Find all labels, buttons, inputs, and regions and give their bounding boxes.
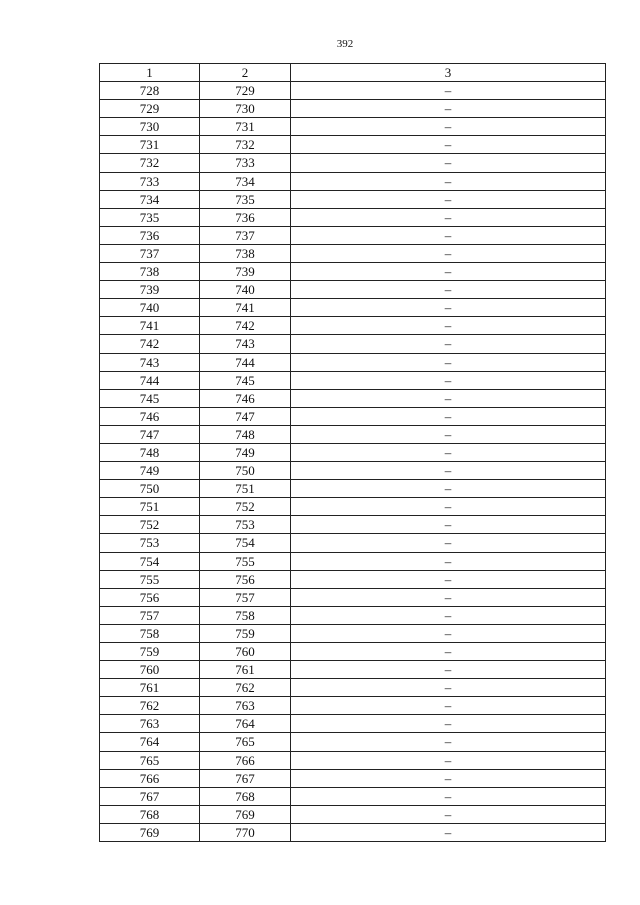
table-cell-col3: – [291, 136, 606, 154]
table-cell-col2: 770 [200, 823, 291, 841]
table-cell-col3: – [291, 787, 606, 805]
column-header-1: 1 [100, 64, 200, 82]
table-row [100, 100, 606, 118]
table-cell-col2: 741 [200, 299, 291, 317]
table-cell-col1: 763 [100, 715, 200, 733]
table-cell-col3: – [291, 624, 606, 642]
table-cell-col3: – [291, 823, 606, 841]
table-cell-col3: – [291, 480, 606, 498]
table-cell-col1: 767 [100, 787, 200, 805]
table-cell-col1: 755 [100, 570, 200, 588]
table-cell-col1: 735 [100, 208, 200, 226]
table-cell-col1: 736 [100, 226, 200, 244]
table-row [100, 606, 606, 624]
table-cell-col3: – [291, 244, 606, 262]
table-cell-col1: 743 [100, 353, 200, 371]
table-row [100, 643, 606, 661]
table-row [100, 299, 606, 317]
table-cell-col1: 732 [100, 154, 200, 172]
table-row [100, 154, 606, 172]
table-cell-col3: – [291, 317, 606, 335]
table-row [100, 697, 606, 715]
table-cell-col2: 743 [200, 335, 291, 353]
table-row [100, 570, 606, 588]
table-cell-col2: 742 [200, 317, 291, 335]
table-cell-col3: – [291, 769, 606, 787]
table-cell-col2: 769 [200, 805, 291, 823]
table-cell-col3: – [291, 118, 606, 136]
table-cell-col1: 769 [100, 823, 200, 841]
table-cell-col2: 745 [200, 371, 291, 389]
table-row [100, 353, 606, 371]
table-cell-col3: – [291, 389, 606, 407]
table-row [100, 208, 606, 226]
table-cell-col2: 740 [200, 281, 291, 299]
table-cell-col1: 762 [100, 697, 200, 715]
table-row [100, 407, 606, 425]
table-cell-col3: – [291, 588, 606, 606]
table-cell-col1: 746 [100, 407, 200, 425]
table-cell-col2: 760 [200, 643, 291, 661]
table-cell-col3: – [291, 154, 606, 172]
table-row [100, 371, 606, 389]
table-row [100, 462, 606, 480]
table-body [100, 82, 606, 842]
table-row [100, 588, 606, 606]
table-cell-col2: 735 [200, 190, 291, 208]
table-cell-col3: – [291, 281, 606, 299]
table-cell-col2: 764 [200, 715, 291, 733]
table-cell-col2: 750 [200, 462, 291, 480]
table-cell-col2: 767 [200, 769, 291, 787]
table-cell-col2: 755 [200, 552, 291, 570]
table-row [100, 787, 606, 805]
table-row [100, 281, 606, 299]
table-row [100, 624, 606, 642]
table-cell-col2: 761 [200, 661, 291, 679]
column-header-3: 3 [291, 64, 606, 82]
table-row [100, 498, 606, 516]
table-cell-col3: – [291, 552, 606, 570]
column-header-2: 2 [200, 64, 291, 82]
table-row [100, 751, 606, 769]
table-cell-col1: 738 [100, 263, 200, 281]
table-cell-col1: 739 [100, 281, 200, 299]
table-cell-col1: 729 [100, 100, 200, 118]
table-cell-col1: 768 [100, 805, 200, 823]
table-cell-col2: 758 [200, 606, 291, 624]
table-cell-col2: 749 [200, 443, 291, 461]
table-cell-col2: 744 [200, 353, 291, 371]
table-cell-col3: – [291, 643, 606, 661]
table-cell-col3: – [291, 697, 606, 715]
table-row [100, 425, 606, 443]
table-row [100, 136, 606, 154]
table-cell-col1: 744 [100, 371, 200, 389]
table-cell-col1: 754 [100, 552, 200, 570]
table-cell-col3: – [291, 82, 606, 100]
table-cell-col1: 760 [100, 661, 200, 679]
table-cell-col2: 766 [200, 751, 291, 769]
table-cell-col1: 752 [100, 516, 200, 534]
table-row [100, 244, 606, 262]
table-cell-col2: 739 [200, 263, 291, 281]
table-row [100, 335, 606, 353]
table-cell-col1: 745 [100, 389, 200, 407]
table-cell-col3: – [291, 172, 606, 190]
table-row [100, 823, 606, 841]
table-cell-col3: – [291, 100, 606, 118]
table-cell-col1: 764 [100, 733, 200, 751]
table-cell-col2: 768 [200, 787, 291, 805]
table-row [100, 805, 606, 823]
table-cell-col3: – [291, 353, 606, 371]
table-row [100, 172, 606, 190]
table-cell-col3: – [291, 190, 606, 208]
table-cell-col3: – [291, 606, 606, 624]
table-cell-col3: – [291, 263, 606, 281]
table-cell-col2: 731 [200, 118, 291, 136]
table-cell-col1: 731 [100, 136, 200, 154]
table-row [100, 516, 606, 534]
table-cell-col1: 740 [100, 299, 200, 317]
table-cell-col3: – [291, 715, 606, 733]
table-cell-col3: – [291, 534, 606, 552]
table-cell-col3: – [291, 679, 606, 697]
table-cell-col2: 734 [200, 172, 291, 190]
table-row [100, 317, 606, 335]
table-cell-col2: 762 [200, 679, 291, 697]
table-cell-col3: – [291, 208, 606, 226]
data-table [99, 63, 606, 842]
table-header-row [100, 64, 606, 82]
table-cell-col2: 752 [200, 498, 291, 516]
table-row [100, 226, 606, 244]
table-cell-col2: 756 [200, 570, 291, 588]
table-cell-col1: 749 [100, 462, 200, 480]
page-number: 392 [336, 38, 354, 50]
table-row [100, 534, 606, 552]
table-cell-col1: 766 [100, 769, 200, 787]
table-cell-col1: 750 [100, 480, 200, 498]
table-cell-col2: 765 [200, 733, 291, 751]
table-row [100, 769, 606, 787]
table-cell-col2: 738 [200, 244, 291, 262]
table-cell-col2: 763 [200, 697, 291, 715]
table-cell-col3: – [291, 516, 606, 534]
table-cell-col2: 729 [200, 82, 291, 100]
table-cell-col1: 756 [100, 588, 200, 606]
table-cell-col2: 736 [200, 208, 291, 226]
table-cell-col1: 759 [100, 643, 200, 661]
table-cell-col2: 748 [200, 425, 291, 443]
table-cell-col3: – [291, 226, 606, 244]
table-cell-col3: – [291, 462, 606, 480]
table-cell-col1: 741 [100, 317, 200, 335]
table-cell-col2: 753 [200, 516, 291, 534]
table-cell-col2: 759 [200, 624, 291, 642]
table-row [100, 443, 606, 461]
table-cell-col1: 747 [100, 425, 200, 443]
table-cell-col1: 765 [100, 751, 200, 769]
table-row [100, 679, 606, 697]
table-cell-col2: 733 [200, 154, 291, 172]
table-row [100, 82, 606, 100]
table-row [100, 552, 606, 570]
table-cell-col1: 758 [100, 624, 200, 642]
table-cell-col3: – [291, 299, 606, 317]
table-cell-col1: 742 [100, 335, 200, 353]
table-cell-col3: – [291, 733, 606, 751]
table-cell-col3: – [291, 425, 606, 443]
table-cell-col3: – [291, 805, 606, 823]
table-row [100, 263, 606, 281]
table-cell-col2: 737 [200, 226, 291, 244]
table-cell-col3: – [291, 498, 606, 516]
table-cell-col2: 751 [200, 480, 291, 498]
table-row [100, 190, 606, 208]
table-cell-col3: – [291, 661, 606, 679]
table-cell-col3: – [291, 751, 606, 769]
table-cell-col2: 757 [200, 588, 291, 606]
table-cell-col2: 754 [200, 534, 291, 552]
table-cell-col2: 730 [200, 100, 291, 118]
table-cell-col3: – [291, 570, 606, 588]
table-cell-col1: 748 [100, 443, 200, 461]
table-row [100, 480, 606, 498]
table-cell-col1: 734 [100, 190, 200, 208]
table-cell-col1: 730 [100, 118, 200, 136]
table-row [100, 389, 606, 407]
table-cell-col3: – [291, 371, 606, 389]
table-cell-col1: 733 [100, 172, 200, 190]
table-cell-col1: 757 [100, 606, 200, 624]
table-cell-col1: 753 [100, 534, 200, 552]
table-row [100, 733, 606, 751]
table-row [100, 715, 606, 733]
table-row [100, 661, 606, 679]
table-cell-col3: – [291, 443, 606, 461]
table-cell-col2: 746 [200, 389, 291, 407]
table-cell-col3: – [291, 407, 606, 425]
table-cell-col3: – [291, 335, 606, 353]
table-cell-col2: 732 [200, 136, 291, 154]
table-row [100, 118, 606, 136]
table-cell-col1: 751 [100, 498, 200, 516]
table-cell-col1: 737 [100, 244, 200, 262]
table-cell-col1: 761 [100, 679, 200, 697]
table-cell-col2: 747 [200, 407, 291, 425]
table-cell-col1: 728 [100, 82, 200, 100]
